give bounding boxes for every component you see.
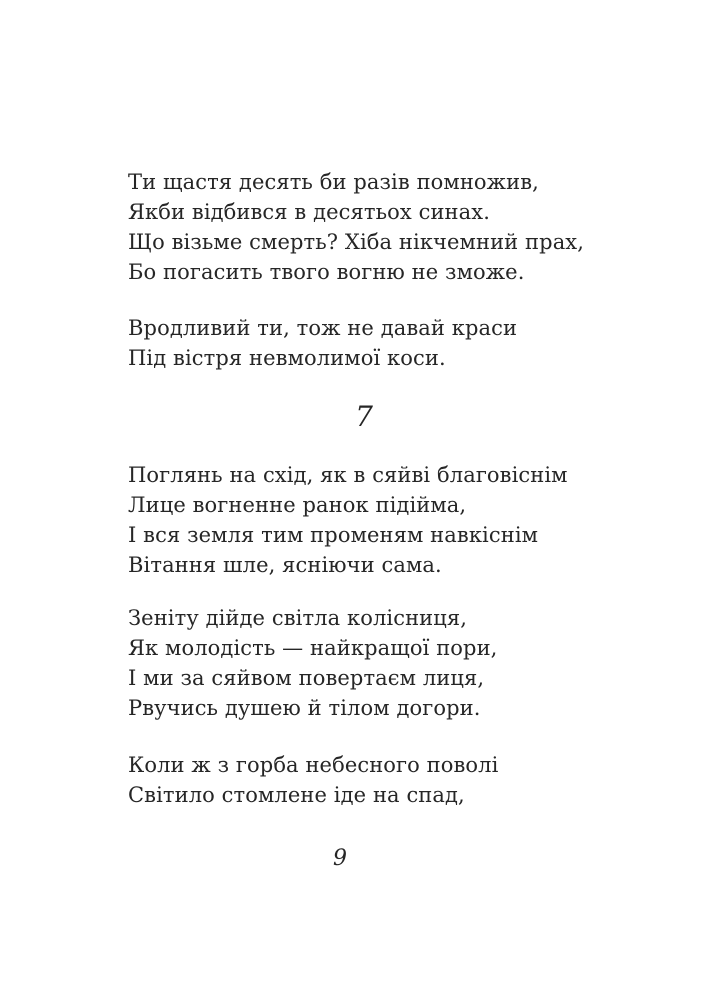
poem-line: Якби відбився в десятьох синах.: [128, 200, 490, 224]
poem-line: Що візьме смерть? Хіба нікчемний прах,: [128, 230, 585, 254]
poem-line: Ти щастя десять би разів помножив,: [128, 170, 539, 194]
poem-line: Рвучись душею й тілом догори.: [128, 696, 481, 720]
poem-line: Світило стомлене іде на спад,: [128, 783, 465, 807]
poem-line: Поглянь на схід, як в сяйві благовіснім: [128, 463, 568, 487]
poem-line: І ми за сяйвом повертаєм лиця,: [128, 666, 485, 690]
poem-line: Коли ж з горба небесного поволі: [128, 753, 499, 777]
page-number: 9: [333, 846, 347, 871]
section-number: 7: [355, 400, 373, 433]
poem-line: І вся земля тим променям навкіснім: [128, 523, 539, 547]
poem-line: Вродливий ти, тож не давай краси: [128, 316, 518, 340]
poem-line: Під вістря невмолимої коси.: [128, 346, 446, 370]
poem-line: Бо погасить твого вогню не зможе.: [128, 260, 525, 284]
poem-line: Зеніту дійде світла колісниця,: [128, 606, 468, 630]
poem-line: Лице вогненне ранок підійма,: [128, 493, 467, 517]
poem-line: Як молодість — найкращої пори,: [128, 636, 498, 660]
poem-line: Вітання шле, ясніючи сама.: [128, 553, 442, 577]
